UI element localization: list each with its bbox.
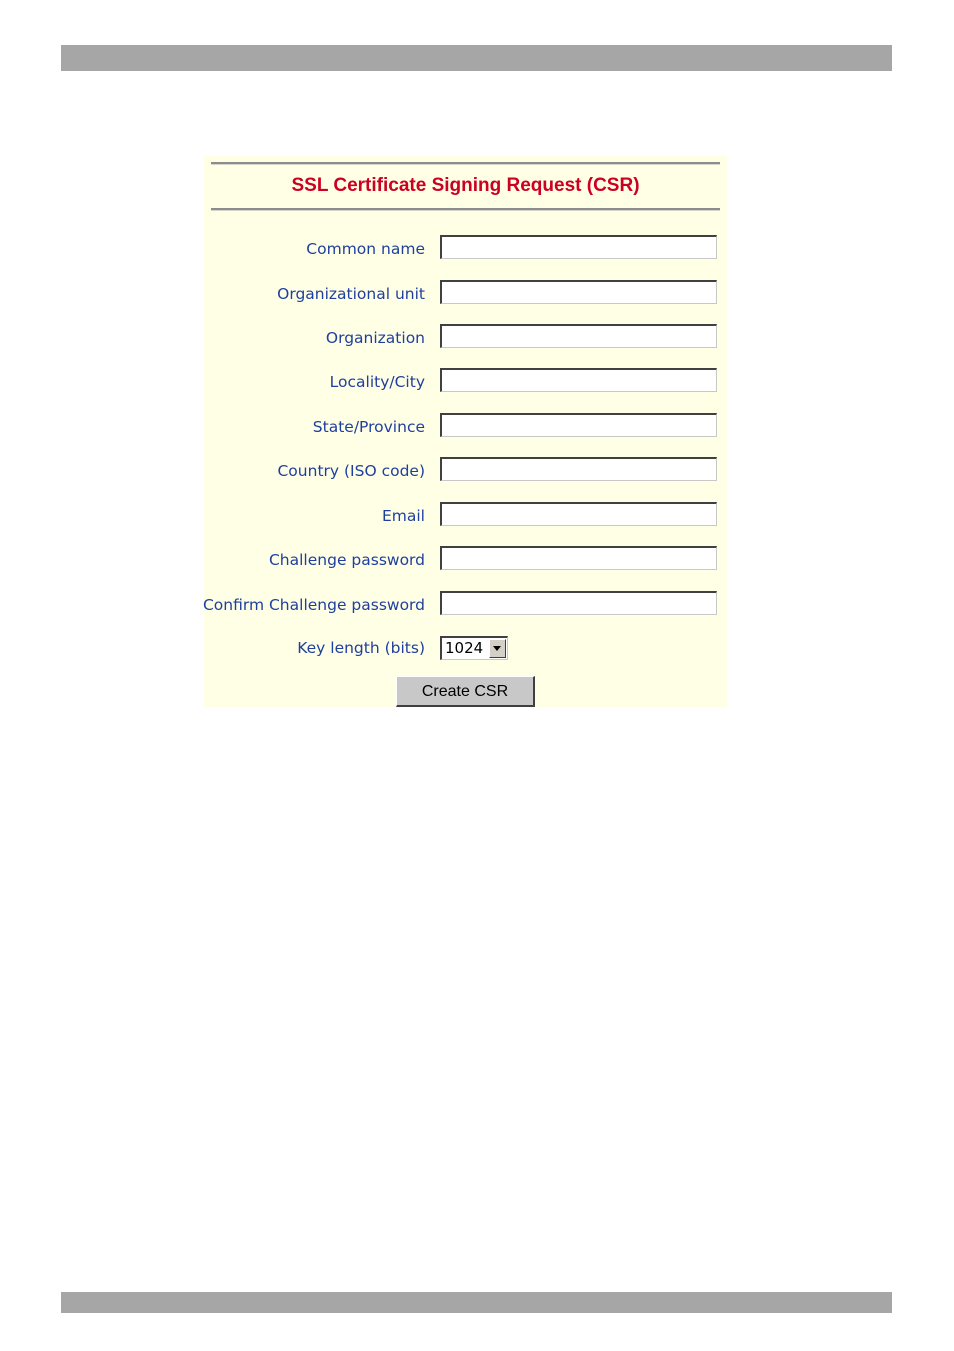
organizational-unit-label: Organizational unit bbox=[277, 285, 425, 303]
challenge-password-label: Challenge password bbox=[268, 551, 425, 569]
common-name-input[interactable] bbox=[440, 235, 717, 259]
key-length-value: 1024 bbox=[445, 639, 484, 657]
organizational-unit-input[interactable] bbox=[440, 280, 717, 304]
email-input[interactable] bbox=[440, 502, 717, 526]
title-divider-bottom bbox=[211, 208, 720, 211]
email-label: Email bbox=[381, 507, 425, 525]
organization-input[interactable] bbox=[440, 324, 717, 348]
locality-city-input[interactable] bbox=[440, 368, 717, 392]
dropdown-arrow-icon[interactable] bbox=[489, 639, 506, 658]
confirm-challenge-password-input[interactable] bbox=[440, 591, 717, 615]
organization-label: Organization bbox=[325, 329, 425, 347]
csr-form-panel bbox=[204, 156, 727, 707]
common-name-label: Common name bbox=[306, 240, 425, 258]
key-length-label: Key length (bits) bbox=[297, 639, 425, 657]
key-length-select[interactable] bbox=[440, 636, 508, 660]
confirm-challenge-password-label: Confirm Challenge password bbox=[202, 596, 425, 614]
title-divider-top bbox=[211, 162, 720, 165]
country-input[interactable] bbox=[440, 457, 717, 481]
state-province-input[interactable] bbox=[440, 413, 717, 437]
state-province-label: State/Province bbox=[312, 418, 425, 436]
locality-city-label: Locality/City bbox=[329, 373, 425, 391]
create-csr-button[interactable]: Create CSR bbox=[396, 676, 535, 707]
country-label: Country (ISO code) bbox=[277, 462, 425, 480]
form-title: SSL Certificate Signing Request (CSR) bbox=[291, 175, 640, 196]
challenge-password-input[interactable] bbox=[440, 546, 717, 570]
page-footer-bar bbox=[61, 1292, 892, 1313]
page-header-bar bbox=[61, 45, 892, 71]
